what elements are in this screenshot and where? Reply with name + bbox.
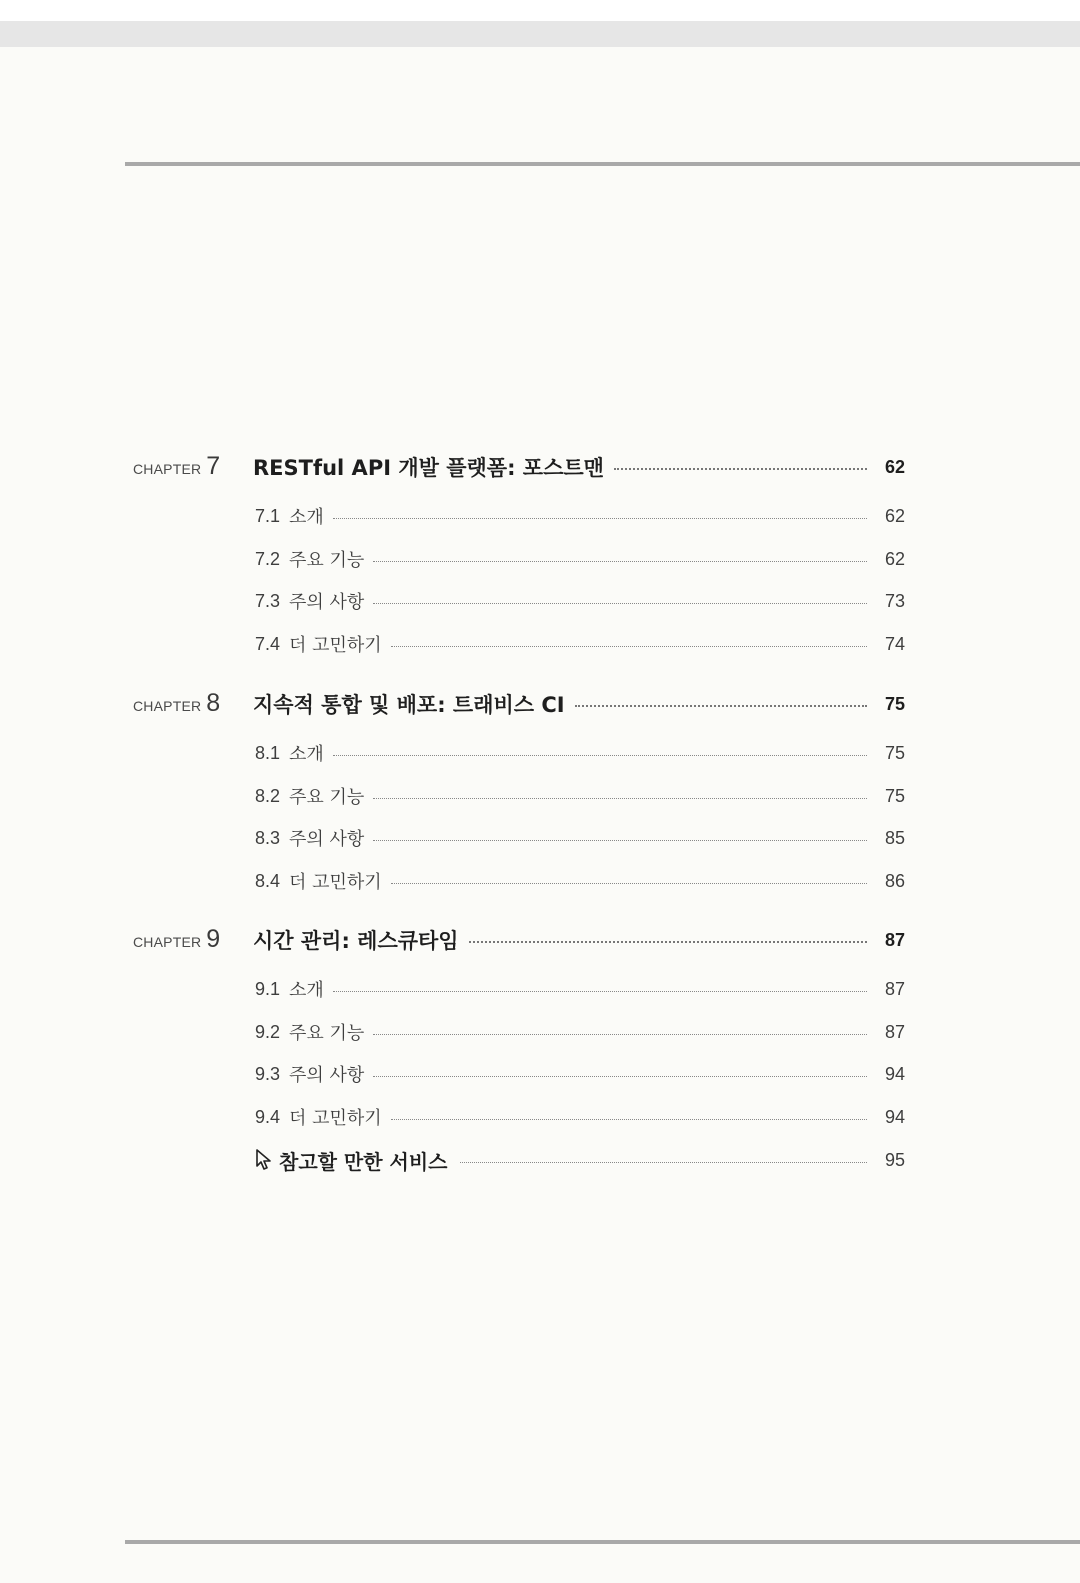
section-row xyxy=(255,502,905,530)
section-row xyxy=(255,1103,905,1131)
dot-leader xyxy=(373,1034,867,1035)
section-number: 9.3 xyxy=(255,1063,281,1084)
chapter-title: 지속적 통합 및 배포: 트래비스 CI xyxy=(253,693,565,717)
section-page-number: 86 xyxy=(884,870,905,891)
dot-leader xyxy=(333,518,867,519)
dot-leader xyxy=(373,561,867,562)
section-page-number: 75 xyxy=(884,785,905,806)
section-title: 주요 기능 xyxy=(289,550,365,571)
chapter-word: CHAPTER xyxy=(133,461,202,477)
section-page-number: 85 xyxy=(884,827,905,848)
dot-leader xyxy=(373,1076,867,1077)
section-number: 8.4 xyxy=(255,870,281,891)
header-band xyxy=(0,21,1080,47)
cursor-arrow-icon xyxy=(255,1149,275,1171)
section-number: 7.2 xyxy=(255,548,281,569)
chapter-number: 8 xyxy=(206,689,221,717)
dot-leader xyxy=(575,705,867,707)
section-page-number: 87 xyxy=(884,1021,905,1042)
bottom-rule xyxy=(125,1540,1080,1544)
section-title: 주의 사항 xyxy=(289,592,365,613)
section-page-number: 87 xyxy=(884,978,905,999)
section-number: 8.1 xyxy=(255,742,281,763)
section-row xyxy=(255,782,905,810)
section-row xyxy=(255,630,905,658)
section-number: 7.4 xyxy=(255,633,281,654)
chapter-word: CHAPTER xyxy=(133,698,202,714)
section-row xyxy=(255,1018,905,1046)
book-page xyxy=(0,47,1080,1583)
chapter-7-heading xyxy=(0,452,1080,482)
chapter-number: 9 xyxy=(206,925,221,953)
section-title: 주의 사항 xyxy=(289,829,365,850)
section-title: 소개 xyxy=(289,744,324,765)
chapter-label xyxy=(133,925,220,955)
section-number: 9.2 xyxy=(255,1021,281,1042)
section-row xyxy=(255,545,905,573)
section-page-number: 74 xyxy=(884,633,905,654)
chapter-page-number: 87 xyxy=(884,929,905,950)
chapter-label xyxy=(133,452,220,482)
chapter-8-heading xyxy=(0,689,1080,719)
section-page-number: 94 xyxy=(884,1063,905,1084)
chapter-label xyxy=(133,689,220,719)
section-number: 9.4 xyxy=(255,1106,281,1127)
section-number: 9.1 xyxy=(255,978,281,999)
chapter-word: CHAPTER xyxy=(133,934,202,950)
section-title: 소개 xyxy=(289,980,324,1001)
dot-leader xyxy=(373,603,867,604)
dot-leader xyxy=(391,883,867,884)
section-title: 주의 사항 xyxy=(289,1065,365,1086)
section-number: 8.2 xyxy=(255,785,281,806)
section-title: 주요 기능 xyxy=(289,1023,365,1044)
section-title: 더 고민하기 xyxy=(289,1108,382,1129)
section-row xyxy=(255,867,905,895)
dot-leader xyxy=(333,755,867,756)
top-rule xyxy=(125,162,1080,166)
top-margin xyxy=(0,0,1080,21)
section-page-number: 62 xyxy=(884,505,905,526)
section-row xyxy=(255,975,905,1003)
chapter-title: RESTful API 개발 플랫폼: 포스트맨 xyxy=(253,456,604,480)
section-number: 7.1 xyxy=(255,505,281,526)
section-number: 7.3 xyxy=(255,590,281,611)
chapter-page-number: 62 xyxy=(884,456,905,477)
section-row xyxy=(255,587,905,615)
section-title: 더 고민하기 xyxy=(289,635,382,656)
section-page-number: 62 xyxy=(884,548,905,569)
dot-leader xyxy=(373,798,867,799)
dot-leader xyxy=(614,468,867,470)
section-page-number: 75 xyxy=(884,742,905,763)
reference-title: 참고할 만한 서비스 xyxy=(279,1149,448,1174)
dot-leader xyxy=(333,991,867,992)
section-title: 더 고민하기 xyxy=(289,872,382,893)
dot-leader xyxy=(391,1119,867,1120)
chapter-title: 시간 관리: 레스큐타임 xyxy=(253,929,459,953)
section-number: 8.3 xyxy=(255,827,281,848)
section-row xyxy=(255,739,905,767)
section-title: 주요 기능 xyxy=(289,787,365,808)
chapter-number: 7 xyxy=(206,452,221,480)
reference-page-number: 95 xyxy=(884,1149,905,1170)
dot-leader xyxy=(391,646,867,647)
section-page-number: 94 xyxy=(884,1106,905,1127)
dot-leader xyxy=(373,840,867,841)
chapter-page-number: 75 xyxy=(884,693,905,714)
chapter-9-heading xyxy=(0,925,1080,955)
section-page-number: 73 xyxy=(884,590,905,611)
dot-leader xyxy=(469,941,867,943)
reference-row xyxy=(255,1145,905,1175)
section-title: 소개 xyxy=(289,507,324,528)
section-row xyxy=(255,1060,905,1088)
section-row xyxy=(255,824,905,852)
dot-leader xyxy=(460,1162,868,1163)
